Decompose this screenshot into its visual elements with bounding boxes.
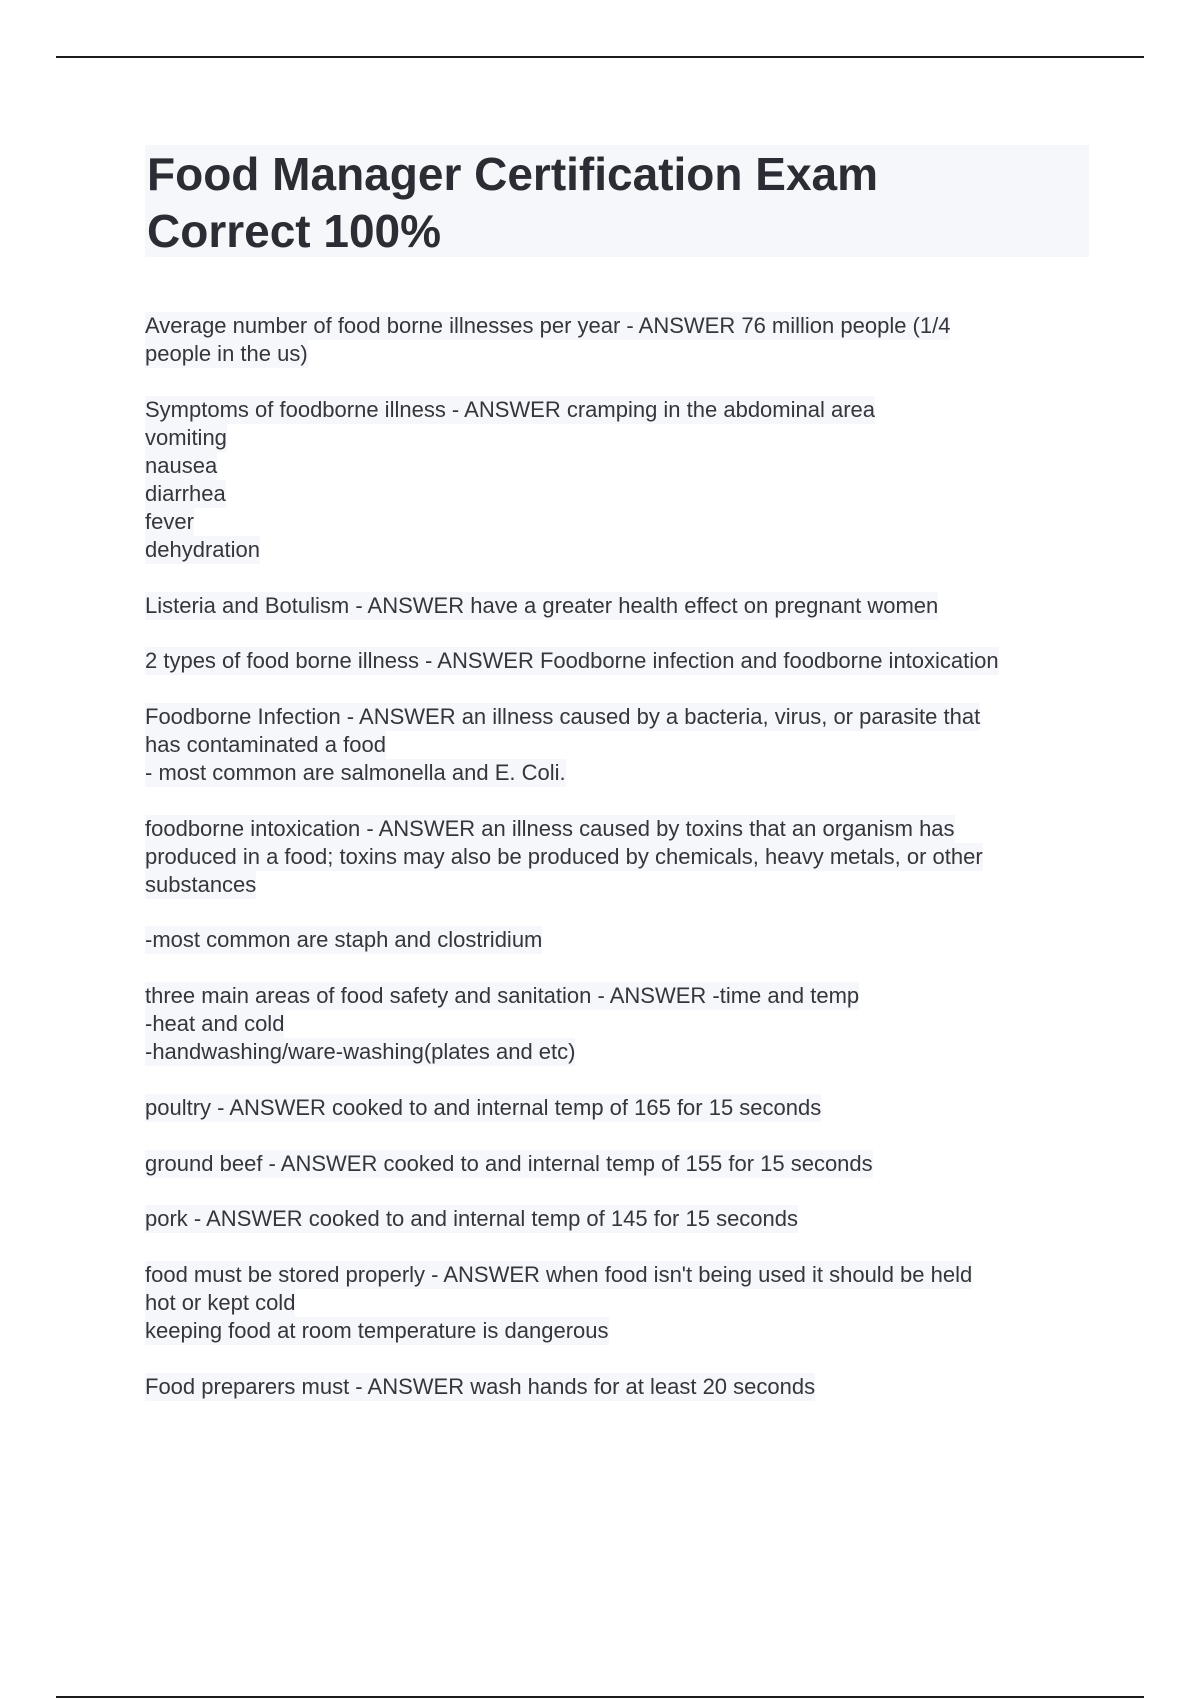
qa-entry bbox=[145, 815, 1089, 899]
qa-entry bbox=[145, 982, 1089, 1066]
entry-line: vomiting bbox=[145, 425, 227, 450]
entry-line: diarrhea bbox=[145, 481, 226, 506]
entry-line: nausea bbox=[145, 453, 218, 478]
qa-list bbox=[145, 312, 1089, 1401]
qa-entry bbox=[145, 592, 1089, 620]
entry-line: foodborne intoxication - ANSWER an illness caused by toxins that an organism has bbox=[145, 816, 955, 841]
document-title bbox=[147, 146, 1087, 260]
qa-entry bbox=[145, 1261, 1089, 1345]
entry-line: has contaminated a food bbox=[145, 732, 386, 757]
entry-line: three main areas of food safety and sanitation - ANSWER -time and temp bbox=[145, 983, 860, 1008]
title-line-1: Food Manager Certification Exam bbox=[147, 148, 879, 200]
qa-entry bbox=[145, 1150, 1089, 1178]
title-line-2: Correct 100% bbox=[147, 205, 442, 257]
qa-entry bbox=[145, 1205, 1089, 1233]
entry-line: substances bbox=[145, 872, 257, 897]
entry-line: -heat and cold bbox=[145, 1011, 285, 1036]
entry-line: Food preparers must - ANSWER wash hands for at least 20 seconds bbox=[145, 1374, 816, 1399]
entry-line: ground beef - ANSWER cooked to and internal temp of 155 for 15 seconds bbox=[145, 1151, 873, 1176]
bottom-rule bbox=[56, 1696, 1144, 1698]
entry-line: Listeria and Botulism - ANSWER have a greater health effect on pregnant women bbox=[145, 593, 939, 618]
entry-line: poultry - ANSWER cooked to and internal temp of 165 for 15 seconds bbox=[145, 1095, 822, 1120]
qa-entry bbox=[145, 647, 1089, 675]
qa-entry bbox=[145, 312, 1089, 368]
entry-line: -handwashing/ware-washing(plates and etc) bbox=[145, 1039, 576, 1064]
entry-line: people in the us) bbox=[145, 341, 308, 366]
qa-entry bbox=[145, 703, 1089, 787]
entry-line: 2 types of food borne illness - ANSWER Foodborne infection and foodborne intoxication bbox=[145, 648, 999, 673]
qa-entry bbox=[145, 1373, 1089, 1401]
qa-entry bbox=[145, 396, 1089, 564]
entry-line: fever bbox=[145, 509, 194, 534]
entry-line: Average number of food borne illnesses per year - ANSWER 76 million people (1/4 bbox=[145, 313, 951, 338]
entry-line: - most common are salmonella and E. Coli. bbox=[145, 760, 566, 785]
entry-line: keeping food at room temperature is dangerous bbox=[145, 1318, 609, 1343]
entry-line: hot or kept cold bbox=[145, 1290, 296, 1315]
entry-line: Foodborne Infection - ANSWER an illness caused by a bacteria, virus, or parasite that bbox=[145, 704, 981, 729]
qa-entry bbox=[145, 926, 1089, 954]
top-rule bbox=[56, 56, 1144, 58]
entry-line: food must be stored properly - ANSWER when food isn't being used it should be held bbox=[145, 1262, 973, 1287]
qa-entry bbox=[145, 1094, 1089, 1122]
entry-line: dehydration bbox=[145, 537, 260, 562]
entry-line: Symptoms of foodborne illness - ANSWER cramping in the abdominal area bbox=[145, 397, 876, 422]
entry-line: produced in a food; toxins may also be produced by chemicals, heavy metals, or other bbox=[145, 844, 983, 869]
entry-line: pork - ANSWER cooked to and internal temp of 145 for 15 seconds bbox=[145, 1206, 799, 1231]
entry-line: -most common are staph and clostridium bbox=[145, 927, 543, 952]
